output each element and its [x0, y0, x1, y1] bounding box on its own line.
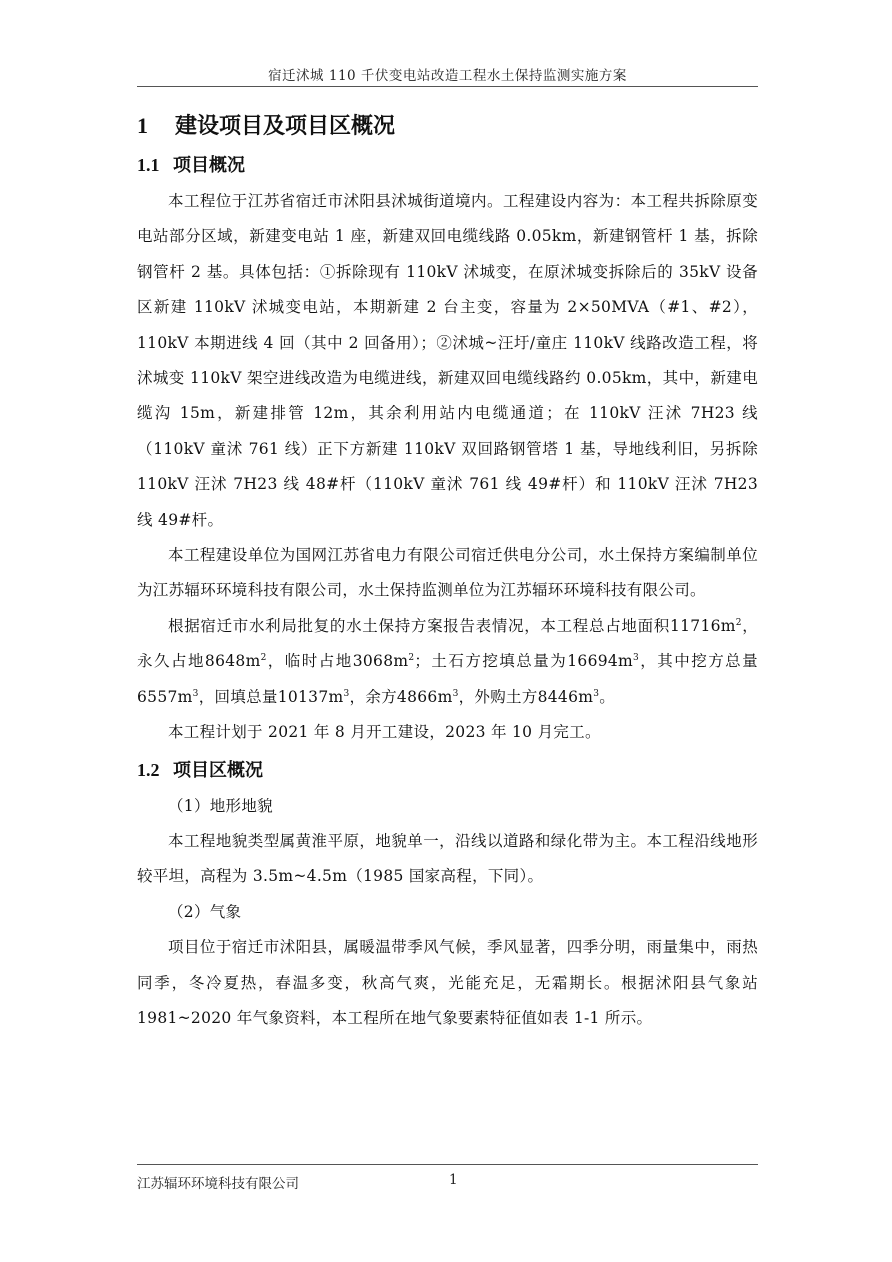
section-1-title: 建设项目及项目区概况 [175, 114, 396, 139]
footer-company: 江苏辐环环境科技有限公司 [137, 1176, 299, 1192]
section-1-1-number: 1.1 [137, 155, 160, 175]
section-1-2-heading [137, 751, 758, 789]
header-title: 宿迁沭城 110 千伏变电站改造工程水土保持监测实施方案 [268, 68, 627, 84]
page-header [137, 64, 758, 87]
section-1-number: 1 [137, 113, 148, 138]
section-1-1-title: 项目概况 [173, 155, 245, 176]
terrain-paragraph: 本工程地貌类型属黄淮平原，地貌单一，沿线以道路和绿化带为主。本工程沿线地形较平坦，高程为 3.5m~4.5m（1985 国家高程，下同）。 [137, 831, 758, 886]
units-paragraph: 本工程建设单位为国网江苏省电力有限公司宿迁供电分公司，水土保持方案编制单位为江苏辐环环境科技有限公司，水土保持监测单位为江苏辐环环境科技有限公司。 [137, 546, 758, 600]
subheading-climate: （2）气象 [168, 902, 242, 921]
section-1-2-title: 项目区概况 [173, 759, 263, 781]
section-1-1-heading [137, 146, 758, 184]
section-1-2-number: 1.2 [137, 759, 160, 780]
climate-paragraph: 项目位于宿迁市沭阳县，属暖温带季风气候，季风显著，四季分明，雨量集中，雨热同季，冬冷夏热，春温多变，秋高气爽，光能充足，无霜期长。根据沭阳县气象站 1981~2020 年气象资料，本工程所在地气象要素特征值如表 1-1 所示。 [137, 938, 758, 1027]
schedule-paragraph: 本工程计划于 2021 年 8 月开工建设，2023 年 10 月完工。 [168, 723, 601, 742]
page-number: 1 [449, 1172, 458, 1188]
document-body [137, 106, 758, 1036]
subheading-terrain: （1）地形地貌 [168, 796, 273, 815]
project-overview-paragraph: 本工程位于江苏省宿迁市沭阳县沭城街道境内。工程建设内容为：本工程共拆除原变电站部分区域，新建变电站 1 座，新建双回电缆线路 0.05km，新建钢管杆 1 基，拆除钢管杆 2 基。具体包括：①拆除现有 110kV 沭城变，在原沭城变拆除后的 35kV 设备区新建 110kV 沭城变电站，本期新建 2 台主变，容量为 2×50MVA（#1、#2），110kV 本期进线 4 回（其中 2 回备用）；②沭城~汪圩/童庄 110kV 线路改造工程，将沭城变 110kV 架空进线改造为电缆进线，新建双回电缆线路约 0.05km，其中，新建电缆沟 15m，新建排管 12m，其余利用站内电缆通道；在 110kV 汪沭 7H23 线（110kV 童沭 761 线）正下方新建 110kV 双回路钢管塔 1 基，导地线利旧，另拆除 110kV 汪沭 7H23 线 48#杆（110kV 童沭 761 线 49#杆）和 110kV 汪沭 7H23 线 49#杆。 [137, 192, 758, 529]
page-footer [137, 1164, 758, 1195]
section-1-heading [137, 106, 758, 146]
land-earthwork-paragraph: 根据宿迁市水利局批复的水土保持方案报告表情况，本工程总占地面积$11716m^2$，永久占地$8648m^2$，临时占地$3068m^2$；土石方挖填总量为$16694m^3$，其中挖方总量$6557m^3$，回填总量$10137m^3$，余方$4866m^3$，外购土方$8446m^3$。 [137, 616, 758, 706]
